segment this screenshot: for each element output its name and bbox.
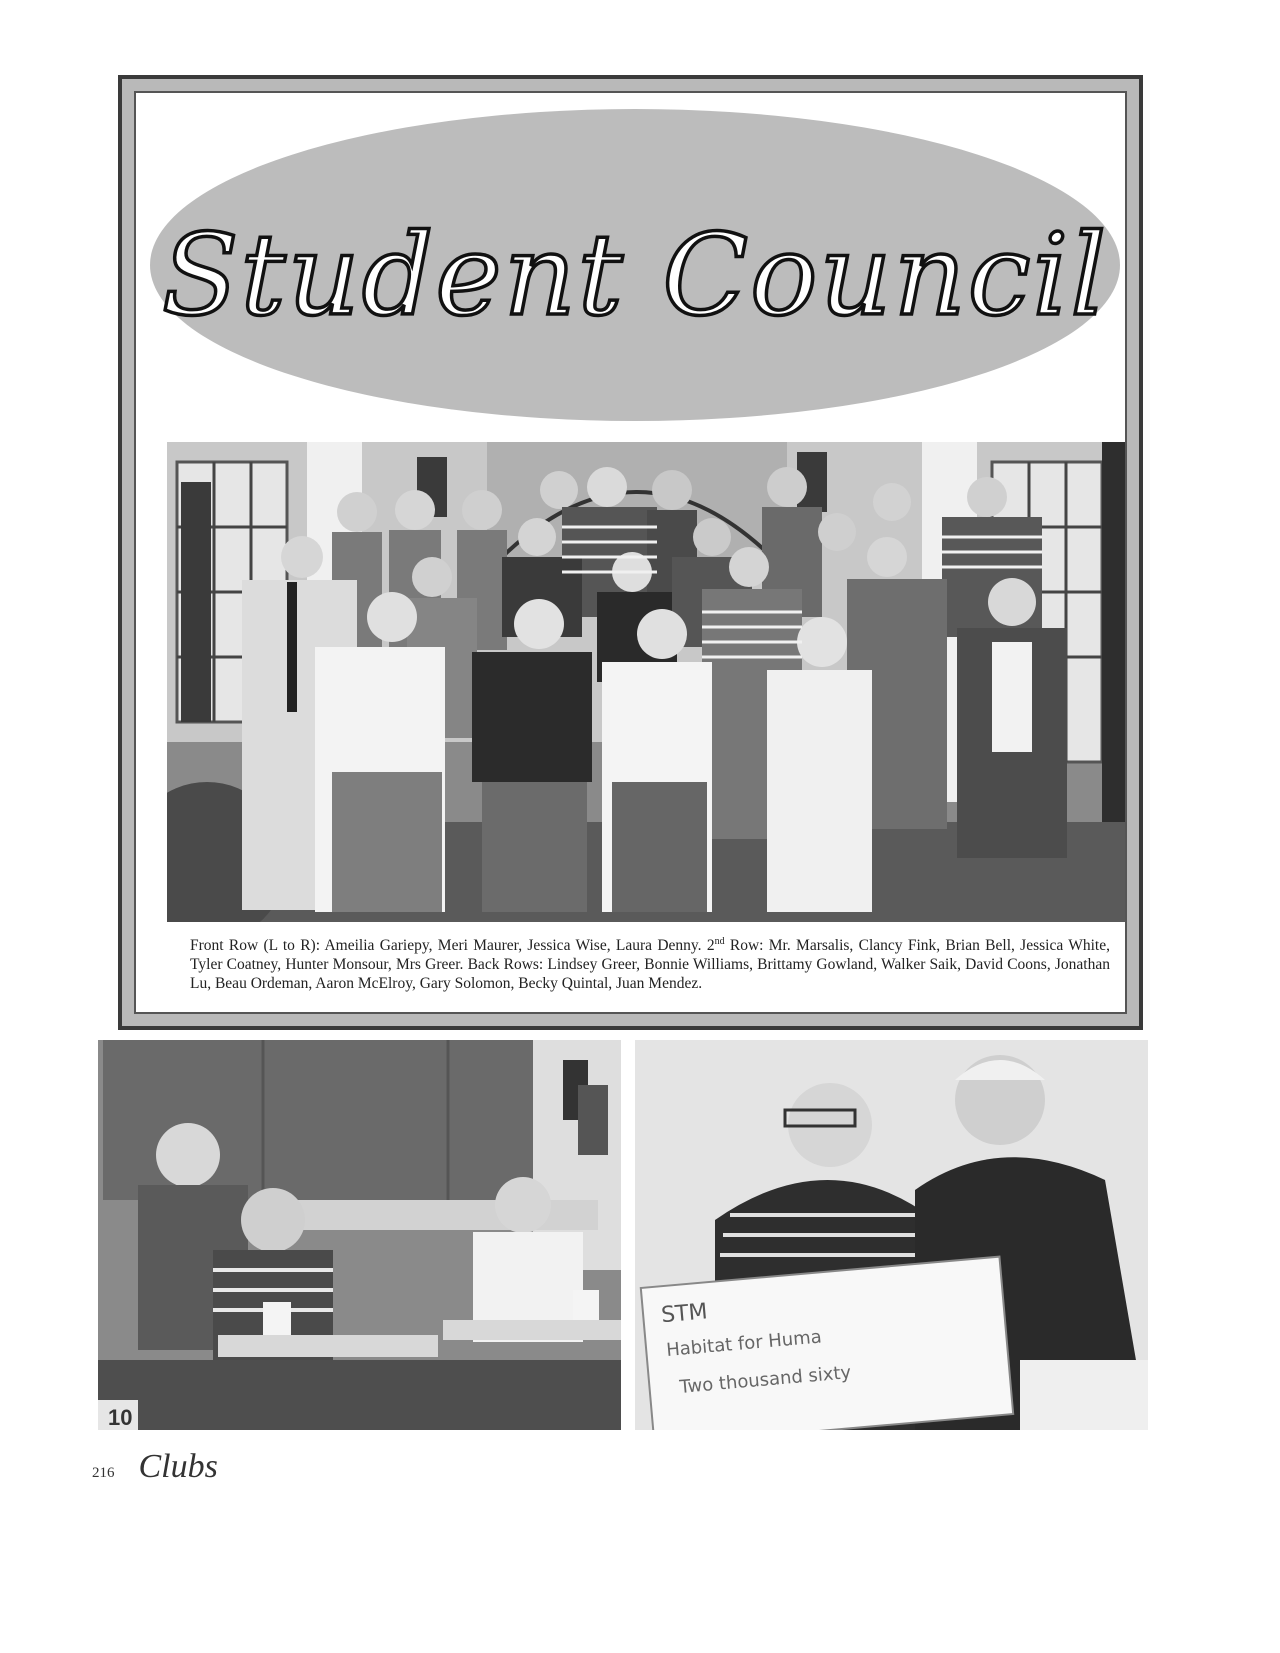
caption-text-2: Row: Mr. Marsalis, Clancy Fink, Brian Bell, Jessica White, Tyler Coatney, Hunter Monsour, Mrs Greer. Back Rows: Lindsey Greer, Bonnie Williams, Brittamy Gowland, Walker Saik, David Coons, Jonathan Lu, Beau Ordeman, Aaron McElroy, Gary Solomon, Becky Quintal, Juan Mendez.	[190, 937, 1110, 993]
check-amount: Two thousand sixty	[678, 1362, 852, 1398]
caption-text-1: Front Row (L to R): Ameilia Gariepy, Meri Maurer, Jessica Wise, Laura Denny. 2	[190, 937, 715, 955]
page-title: Student Council	[161, 211, 1109, 341]
panel-inner	[134, 91, 1127, 1014]
classroom-photo	[98, 1040, 621, 1430]
caption-superscript: nd	[714, 936, 725, 947]
photo-caption	[190, 932, 1110, 993]
student-council-panel	[118, 75, 1143, 1030]
cup-label: 10	[108, 1405, 133, 1430]
group-photo	[167, 442, 1125, 922]
page-footer	[92, 1448, 218, 1488]
title-banner	[150, 109, 1120, 421]
check-habitat: Habitat for Huma	[665, 1326, 823, 1361]
section-name: Clubs	[138, 1448, 218, 1485]
page-number: 216	[92, 1465, 115, 1481]
check-stm: STM	[660, 1299, 709, 1329]
habitat-check-photo	[635, 1040, 1148, 1430]
donation-check	[641, 1257, 1013, 1430]
